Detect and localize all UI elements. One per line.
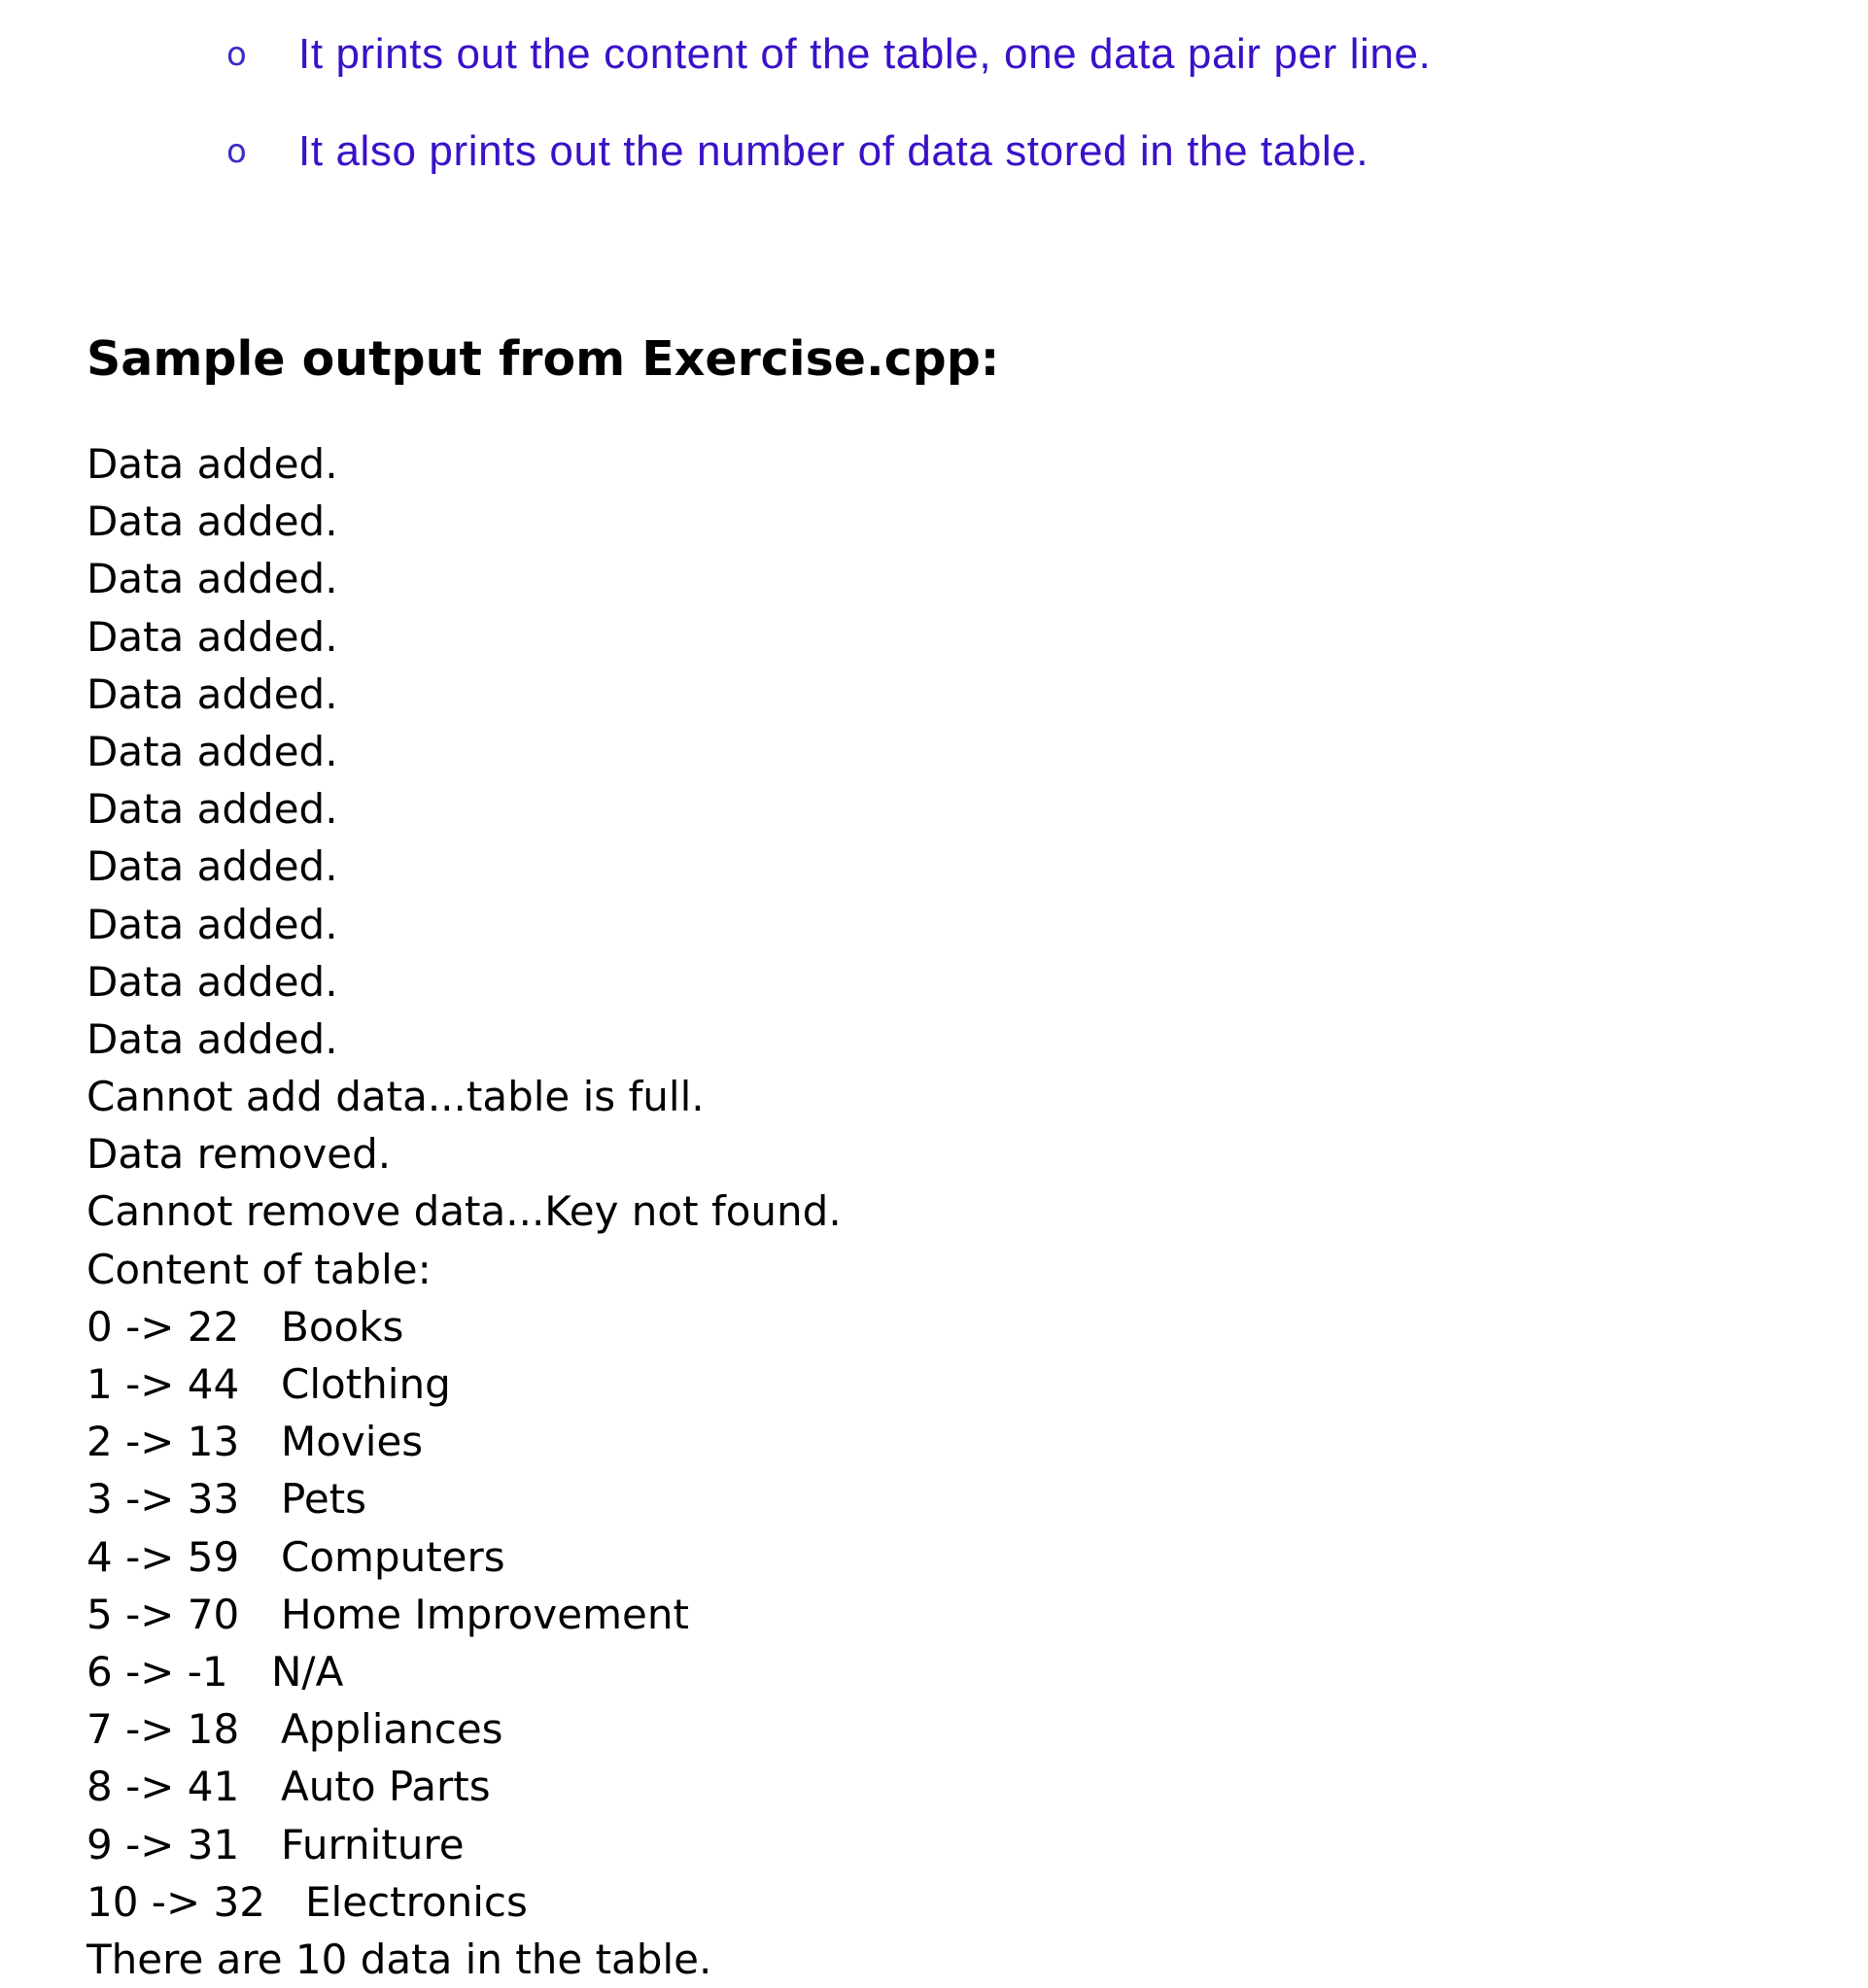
row-key: 7 -> 18 <box>86 1705 240 1754</box>
output-line: Data added. <box>86 555 338 603</box>
bullet-text: It prints out the content of the table, one data pair per line. <box>298 30 1432 78</box>
row-key: 4 -> 59 <box>86 1532 240 1581</box>
output-line: Data added. <box>86 612 338 661</box>
bullet-text: It also prints out the number of data stored in the table. <box>298 127 1369 175</box>
output-line: Cannot add data...table is full. <box>86 1073 705 1121</box>
row-key: 5 -> 70 <box>86 1590 240 1638</box>
row-name: Home Improvement <box>281 1590 689 1638</box>
table-row <box>86 1873 842 1931</box>
bullet-circle-icon: o <box>226 35 247 74</box>
row-name: Appliances <box>281 1705 503 1754</box>
row-name: Clothing <box>281 1360 451 1408</box>
row-key: 2 -> 13 <box>86 1418 240 1466</box>
summary-line: There are 10 data in the table. <box>86 1935 712 1983</box>
table-row <box>86 1355 842 1413</box>
row-key: 1 -> 44 <box>86 1360 240 1408</box>
table-row <box>86 1298 842 1355</box>
row-name: Electronics <box>305 1877 528 1926</box>
row-key: 0 -> 22 <box>86 1302 240 1351</box>
output-line: Data added. <box>86 440 338 488</box>
output-line: Data added. <box>86 842 338 891</box>
row-key: 3 -> 33 <box>86 1475 240 1524</box>
row-key: 8 -> 41 <box>86 1763 240 1811</box>
table-row <box>86 1816 842 1873</box>
output-line: Cannot remove data...Key not found. <box>86 1187 842 1236</box>
table-row <box>86 1586 842 1643</box>
sample-output <box>86 435 842 1988</box>
row-key: 6 -> -1 <box>86 1647 228 1696</box>
row-name: Movies <box>281 1418 424 1466</box>
table-row <box>86 1643 842 1700</box>
output-line: Data added. <box>86 669 338 718</box>
output-line: Data added. <box>86 785 338 834</box>
bullet-circle-icon: o <box>226 132 247 171</box>
row-name: Pets <box>281 1475 367 1524</box>
output-line: Data added. <box>86 727 338 775</box>
output-line: Data added. <box>86 957 338 1006</box>
table-row <box>86 1413 842 1470</box>
output-line: Data added. <box>86 900 338 948</box>
output-line: Data added. <box>86 497 338 546</box>
row-name: Furniture <box>281 1820 465 1868</box>
section-heading: Sample output from Exercise.cpp: <box>86 331 1000 387</box>
row-key: 9 -> 31 <box>86 1820 240 1868</box>
row-key: 10 -> 32 <box>86 1877 265 1926</box>
table-row <box>86 1470 842 1527</box>
output-line: Content of table: <box>86 1245 432 1293</box>
row-name: Books <box>281 1302 404 1351</box>
output-line: Data removed. <box>86 1130 392 1179</box>
row-name: Computers <box>281 1532 505 1581</box>
row-name: N/A <box>271 1647 344 1696</box>
row-name: Auto Parts <box>281 1763 491 1811</box>
table-row <box>86 1758 842 1815</box>
output-line: Data added. <box>86 1014 338 1063</box>
table-row <box>86 1528 842 1586</box>
table-row <box>86 1700 842 1758</box>
